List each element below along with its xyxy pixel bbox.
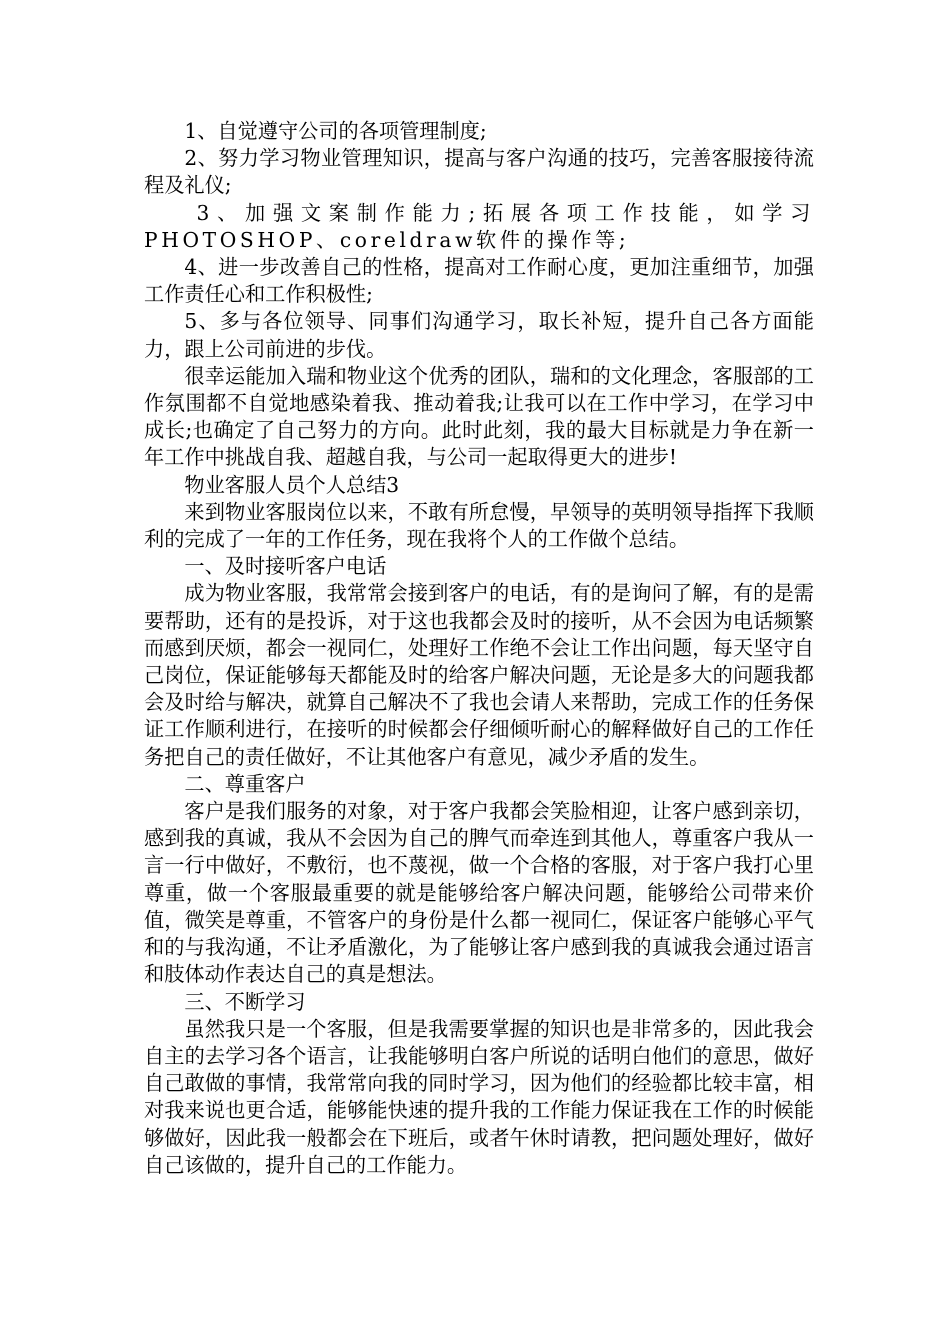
list-item: 5、多与各位领导、同事们沟通学习，取长补短，提升自己各方面能力，跟上公司前进的步伐。 <box>144 309 814 361</box>
document-body <box>144 118 814 1179</box>
body-paragraph: 成为物业客服，我常常会接到客户的电话，有的是询问了解，有的是需要帮助，还有的是投诉，对于这也我都会及时的接听，从不会因为电话频繁而感到厌烦，都会一视同仁，处理好工作绝不会让工作出问题，每天坚守自己岗位，保证能够每天都能及时的给客户解决问题，无论是多大的问题我都会及时给与解决，就算自己解决不了我也会请人来帮助，完成工作的任务保证工作顺利进行，在接听的时候都会仔细倾听耐心的解释做好自己的工作任务把自己的责任做好，不让其他客户有意见，减少矛盾的发生。 <box>144 581 814 769</box>
list-item: 2、努力学习物业管理知识，提高与客户沟通的技巧，完善客服接待流程及礼仪; <box>144 146 814 198</box>
body-paragraph: 来到物业客服岗位以来，不敢有所怠慢，早领导的英明领导指挥下我顺利的完成了一年的工作任务，现在我将个人的工作做个总结。 <box>144 499 814 552</box>
body-paragraph: 很幸运能加入瑞和物业这个优秀的团队，瑞和的文化理念，客服部的工作氛围都不自觉地感染着我、推动着我;让我可以在工作中学习，在学习中成长;也确定了自己努力的方向。此时此刻，我的最大目标就是力争在新一年工作中挑战自我、超越自我，与公司一起取得更大的进步! <box>144 363 814 470</box>
section-heading: 二、尊重客户 <box>184 771 306 796</box>
body-paragraph: 客户是我们服务的对象，对于客户我都会笑脸相迎，让客户感到亲切，感到我的真诚，我从不会因为自己的脾气而牵连到其他人，尊重客户我从一言一行中做好，不敷衍，也不蔑视，做一个合格的客服，对于客户我打心里尊重，做一个客服最重要的就是能够给客户解决问题，能够给公司带来价值，微笑是尊重，不管客户的身份是什么都一视同仁，保证客户能够心平气和的与我沟通，不让矛盾激化，为了能够让客户感到我的真诚我会通过语言和肢体动作表达自己的真是想法。 <box>144 799 814 987</box>
list-item: 3、加强文案制作能力;拓展各项工作技能，如学习PHOTOSHOP、coreldraw软件的操作等; <box>144 200 814 252</box>
document-title: 物业客服人员个人总结3 <box>184 472 400 497</box>
body-paragraph: 虽然我只是一个客服，但是我需要掌握的知识也是非常多的，因此我会自主的去学习各个语言，让我能够明白客户所说的话明白他们的意思，做好自己敢做的事情，我常常向我的同时学习，因为他们的经验都比较丰富，相对我来说也更合适，能够能快速的提升我的工作能力保证我在工作的时候能够做好，因此我一般都会在下班后，或者午休时请教，把问题处理好，做好自己该做的，提升自己的工作能力。 <box>144 1016 814 1177</box>
list-item: 1、自觉遵守公司的各项管理制度; <box>184 119 487 143</box>
list-item: 4、进一步改善自己的性格，提高对工作耐心度，更加注重细节，加强工作责任心和工作积极性; <box>144 255 814 307</box>
section-heading: 三、不断学习 <box>184 989 306 1014</box>
section-heading: 一、及时接听客户电话 <box>184 554 387 579</box>
